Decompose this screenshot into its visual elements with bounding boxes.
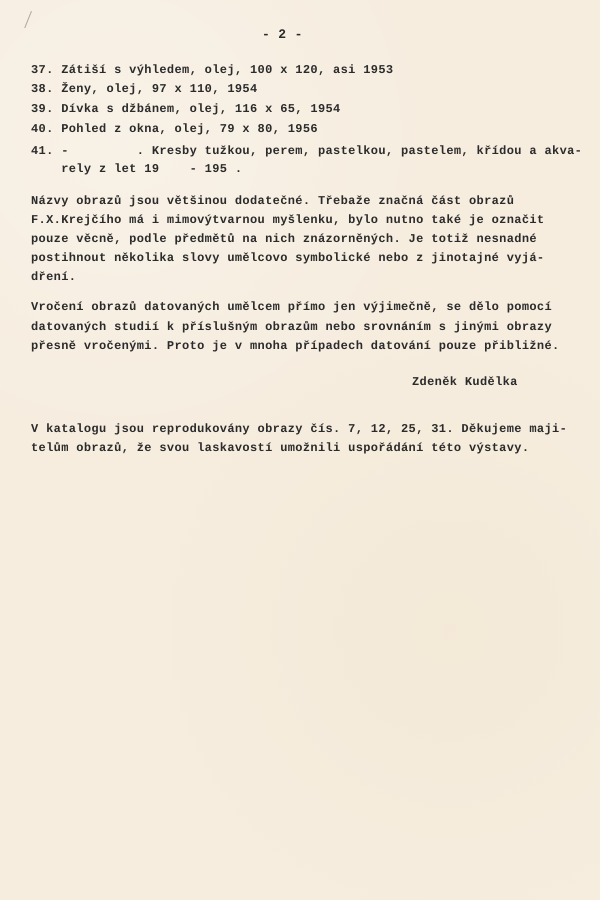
paragraph-1-line-5: dření. (31, 270, 77, 284)
catalog-item-41-continuation: rely z let 19 - 195 . (31, 162, 243, 176)
paragraph-2-line-1: Vročení obrazů datovaných umělcem přímo jen výjimečně, se dělo pomocí (31, 300, 553, 314)
catalog-item-38: 38. Ženy, olej, 97 x 110, 1954 (31, 82, 258, 96)
catalog-item-39: 39. Dívka s džbánem, olej, 116 x 65, 1954 (31, 102, 341, 116)
catalog-item-37: 37. Zátiší s výhledem, olej, 100 x 120, asi 1953 (31, 63, 394, 77)
page-number: - 2 - (262, 27, 303, 42)
paragraph-3-line-1: V katalogu jsou reprodukovány obrazy čís. 7, 12, 25, 31. Děkujeme maji- (31, 422, 568, 436)
paragraph-2-line-2: datovaných studií k příslušným obrazům nebo srovnáním s jinými obrazy (31, 320, 553, 334)
paragraph-3-line-2: telům obrazů, že svou laskavostí umožnili uspořádání této výstavy. (31, 441, 530, 455)
catalog-item-40: 40. Pohled z okna, olej, 79 x 80, 1956 (31, 122, 318, 136)
pencil-mark (24, 11, 39, 31)
paragraph-1-line-1: Názvy obrazů jsou většinou dodatečné. Třebaže značná část obrazů (31, 194, 515, 208)
paragraph-2-line-3: přesně vročenými. Proto je v mnoha případech datování pouze přibližné. (31, 339, 560, 353)
signature: Zdeněk Kudělka (412, 375, 518, 389)
catalog-item-41: 41. - . Kresby tužkou, perem, pastelkou, pastelem, křídou a akva- (31, 144, 583, 158)
paragraph-1-line-3: pouze věcně, podle předmětů na nich znázorněných. Je totiž nesnadné (31, 232, 537, 246)
paragraph-1-line-2: F.X.Krejčího má i mimovýtvarnou myšlenku, bylo nutno také je označit (31, 213, 545, 227)
paragraph-1-line-4: postihnout několika slovy umělcovo symbolické nebo z jinotajné vyjá- (31, 251, 545, 265)
